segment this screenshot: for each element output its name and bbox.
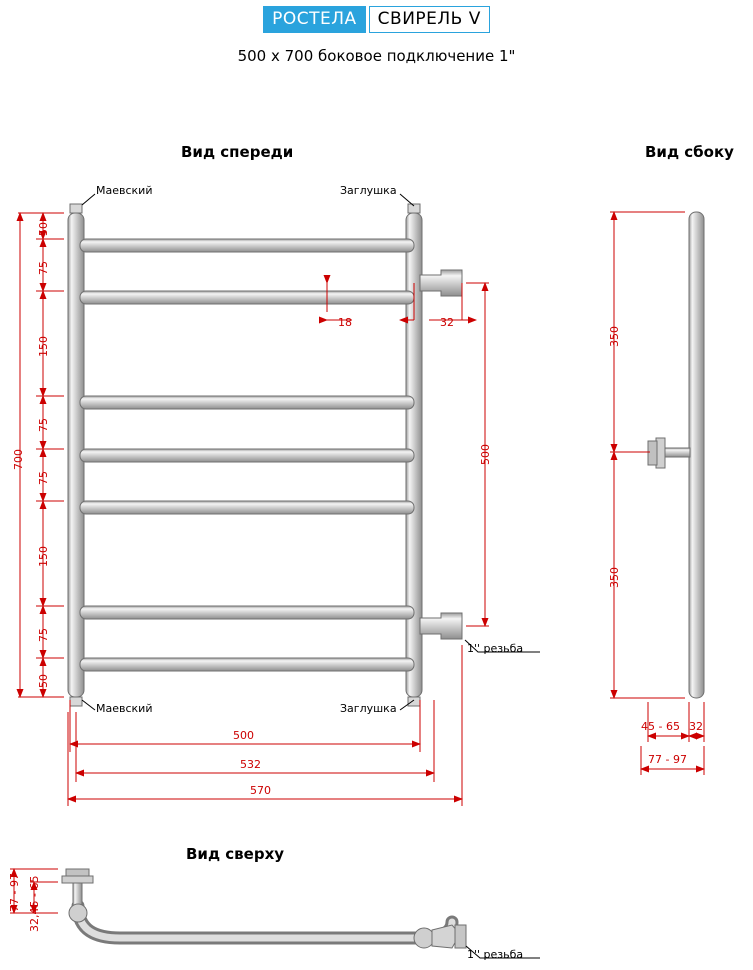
dim-front-width-500: 500	[233, 729, 254, 742]
dim-front-width-532: 532	[240, 758, 261, 771]
dim-side-77-97: 77 - 97	[648, 753, 687, 766]
side-view-body	[648, 212, 704, 698]
dim-front-18: 18	[338, 316, 352, 329]
dim-front-150-b: 150	[37, 546, 50, 567]
label-thread-front: 1'' резьба	[467, 642, 524, 655]
top-view-body	[62, 869, 540, 958]
dim-side-350-top: 350	[608, 326, 621, 347]
model-badge: СВИРЕЛЬ V	[369, 6, 490, 33]
front-view-dimensions	[18, 213, 489, 806]
dim-front-75-a: 75	[37, 261, 50, 275]
label-plug-top: Заглушка	[340, 184, 397, 197]
dim-front-75-c: 75	[37, 471, 50, 485]
front-view-body	[68, 204, 462, 706]
dim-front-150-a: 150	[37, 336, 50, 357]
label-maevsky-top: Маевский	[96, 184, 153, 197]
dim-front-75-b: 75	[37, 418, 50, 432]
side-view-dimensions	[610, 212, 704, 775]
title-block	[0, 6, 753, 33]
brand-badge: РОСТЕЛА	[263, 6, 366, 33]
subtitle: 500 x 700 боковое подключение 1"	[237, 47, 516, 65]
dim-top-77-97: 77 - 97	[8, 873, 21, 912]
dim-front-50-bottom: 50	[37, 674, 50, 688]
dim-front-75-d: 75	[37, 628, 50, 642]
label-thread-top: 1'' резьба	[467, 948, 524, 961]
dim-front-width-570: 570	[250, 784, 271, 797]
front-view-leaders	[82, 194, 540, 710]
dim-side-45-65: 45 - 65	[641, 720, 680, 733]
dim-side-350-bottom: 350	[608, 567, 621, 588]
view-title-front: Вид спереди	[181, 143, 294, 161]
dim-front-32: 32	[440, 316, 454, 329]
dim-front-700: 700	[12, 449, 25, 470]
dim-front-500-vertical: 500	[479, 444, 492, 465]
dim-top-32-45-65: 32,45 - 65	[28, 875, 41, 932]
dim-front-50-top: 50	[37, 222, 50, 236]
label-maevsky-bottom: Маевский	[96, 702, 153, 715]
label-plug-bottom: Заглушка	[340, 702, 397, 715]
view-title-top: Вид сверху	[186, 845, 285, 863]
view-title-side: Вид сбоку	[645, 143, 734, 161]
dim-side-32: 32	[689, 720, 703, 733]
